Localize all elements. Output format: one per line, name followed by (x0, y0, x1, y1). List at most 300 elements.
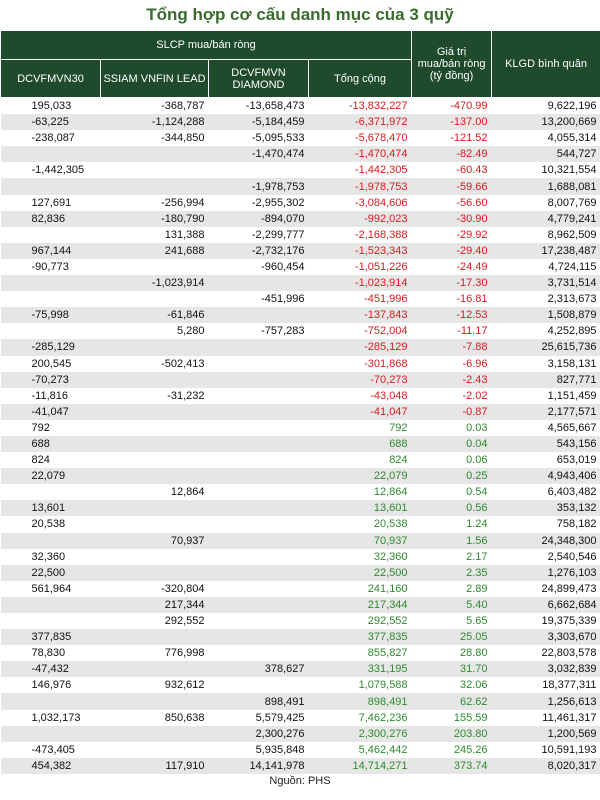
cell-dcvfmvn30: 32,360 (31, 550, 66, 563)
cell-klgd: 13,200,669 (492, 114, 600, 130)
cell-value: 5.65 (466, 615, 488, 628)
cell-klgd: 2,313,673 (547, 293, 597, 306)
table-row (1, 549, 600, 565)
cell-dcvfmvn-diamond: -2,732,176 (209, 243, 309, 259)
cell-value: -470.99 (450, 100, 488, 113)
cell-total: 241,160 (367, 582, 408, 595)
cell-value: -137.00 (412, 114, 492, 130)
cell-value: 2.17 (466, 550, 488, 563)
cell-total: 2,300,276 (309, 726, 412, 742)
cell-value: 0.25 (412, 468, 492, 484)
cell-total: -301,868 (364, 357, 408, 370)
cell-dcvfmvn30: 200,545 (31, 357, 72, 370)
table-row (1, 613, 600, 629)
cell-total: -1,470,474 (309, 146, 412, 162)
cell-ssiam-vnfin-lead (101, 436, 209, 452)
cell-dcvfmvn30: 792 (31, 421, 50, 434)
cell-klgd: 4,055,314 (547, 132, 597, 145)
cell-dcvfmvn30 (1, 484, 101, 500)
table-body (1, 98, 600, 774)
cell-ssiam-vnfin-lead (101, 452, 209, 468)
cell-dcvfmvn30: 377,835 (1, 629, 101, 645)
cell-value: -59.66 (412, 178, 492, 194)
table-row (1, 323, 600, 339)
table-row (1, 420, 600, 436)
cell-value: 28.80 (460, 647, 488, 660)
cell-klgd: 8,962,509 (547, 228, 597, 241)
table-row (1, 742, 600, 758)
table-row (1, 372, 600, 388)
cell-klgd: 10,321,554 (541, 164, 597, 177)
cell-dcvfmvn-diamond: -894,070 (209, 211, 309, 227)
cell-value: -60.43 (456, 164, 488, 177)
cell-total: 898,491 (309, 693, 412, 709)
cell-dcvfmvn-diamond: -2,299,777 (251, 228, 305, 241)
cell-total: -1,523,343 (309, 243, 412, 259)
cell-ssiam-vnfin-lead (101, 742, 209, 758)
cell-value: -17.30 (412, 275, 492, 291)
cell-value: 2.35 (412, 565, 492, 581)
cell-dcvfmvn30 (1, 178, 101, 194)
cell-klgd: 8,020,317 (492, 758, 600, 774)
cell-ssiam-vnfin-lead: -31,232 (167, 389, 205, 402)
cell-klgd: 3,158,131 (547, 357, 597, 370)
header-value: Giá trị mua/bán ròng (tỷ đồng) (412, 31, 492, 98)
table-row (1, 339, 600, 355)
cell-total: -41,047 (309, 404, 412, 420)
cell-value: 373.74 (412, 758, 492, 774)
portfolio-table (0, 30, 600, 774)
cell-klgd: 653,019 (556, 454, 597, 467)
table-row (1, 645, 600, 661)
cell-dcvfmvn-diamond (209, 468, 309, 484)
cell-total: -285,129 (309, 339, 412, 355)
cell-klgd: 1,276,103 (492, 565, 600, 581)
cell-klgd: 24,348,300 (492, 533, 600, 549)
cell-total: -1,051,226 (354, 260, 408, 273)
cell-ssiam-vnfin-lead (101, 162, 209, 178)
cell-value: 0.03 (466, 421, 488, 434)
cell-dcvfmvn-diamond: -960,454 (261, 260, 305, 273)
cell-klgd: 3,303,670 (492, 629, 600, 645)
cell-dcvfmvn30: 13,601 (1, 500, 101, 516)
header-ssiam-vnfin-lead: SSIAM VNFIN LEAD (101, 60, 209, 98)
cell-total: -1,978,753 (309, 178, 412, 194)
table-row (1, 581, 600, 597)
table-row (1, 404, 600, 420)
cell-dcvfmvn-diamond (209, 484, 309, 500)
header-dcvfmvn-diamond: DCVFMVN DIAMOND (209, 60, 309, 98)
cell-klgd: 4,252,895 (547, 325, 597, 338)
cell-dcvfmvn30: 688 (1, 436, 101, 452)
cell-value: -121.52 (450, 132, 488, 145)
cell-total: 292,552 (367, 615, 408, 628)
cell-value: 2.89 (466, 582, 488, 595)
cell-ssiam-vnfin-lead: 241,688 (101, 243, 209, 259)
cell-dcvfmvn30: -473,405 (31, 743, 75, 756)
cell-dcvfmvn-diamond: 14,141,978 (209, 758, 309, 774)
table-row (1, 710, 600, 726)
cell-dcvfmvn-diamond: -1,978,753 (209, 178, 309, 194)
table-row (1, 356, 600, 372)
table-row (1, 677, 600, 693)
cell-dcvfmvn30 (1, 533, 101, 549)
table-row (1, 661, 600, 677)
cell-dcvfmvn-diamond: 898,491 (209, 693, 309, 709)
table-row (1, 243, 600, 259)
cell-klgd: 353,132 (492, 500, 600, 516)
cell-dcvfmvn30: -238,087 (31, 132, 75, 145)
cell-dcvfmvn-diamond (209, 452, 309, 468)
cell-dcvfmvn-diamond (209, 275, 309, 291)
table-row (1, 597, 600, 613)
header-klgd: KLGD bình quân (492, 31, 600, 98)
cell-value: -56.60 (456, 196, 488, 209)
cell-dcvfmvn30: 82,836 (1, 211, 101, 227)
cell-ssiam-vnfin-lead: -502,413 (161, 357, 205, 370)
cell-total: 377,835 (309, 629, 412, 645)
cell-total: 14,714,271 (309, 758, 412, 774)
header-dcvfmvn30: DCVFMVN30 (1, 60, 101, 98)
cell-total: 331,195 (309, 661, 412, 677)
cell-ssiam-vnfin-lead: 932,612 (164, 679, 205, 692)
table-row (1, 130, 600, 146)
cell-dcvfmvn-diamond: -5,184,459 (209, 114, 309, 130)
cell-dcvfmvn-diamond (209, 613, 309, 629)
cell-dcvfmvn-diamond (209, 597, 309, 613)
cell-dcvfmvn-diamond (209, 565, 309, 581)
cell-ssiam-vnfin-lead (101, 372, 209, 388)
cell-klgd: 9,622,196 (547, 100, 597, 113)
cell-total: -752,004 (364, 325, 408, 338)
table-row (1, 500, 600, 516)
cell-klgd: 3,731,514 (492, 275, 600, 291)
cell-dcvfmvn30: -63,225 (1, 114, 101, 130)
cell-ssiam-vnfin-lead: 850,638 (164, 711, 205, 724)
cell-ssiam-vnfin-lead: -61,846 (101, 307, 209, 323)
cell-dcvfmvn30 (1, 323, 101, 339)
cell-ssiam-vnfin-lead (101, 259, 209, 275)
cell-dcvfmvn-diamond: 2,300,276 (209, 726, 309, 742)
cell-total: 12,864 (373, 486, 408, 499)
cell-klgd: 1,151,459 (547, 389, 597, 402)
cell-ssiam-vnfin-lead: 70,937 (101, 533, 209, 549)
table-row (1, 452, 600, 468)
cell-ssiam-vnfin-lead (101, 291, 209, 307)
cell-dcvfmvn30 (1, 613, 101, 629)
cell-value: 0.04 (412, 436, 492, 452)
cell-klgd: 4,565,667 (547, 421, 597, 434)
cell-dcvfmvn-diamond: -13,658,473 (245, 100, 305, 113)
cell-value: -6.96 (462, 357, 488, 370)
cell-dcvfmvn30 (1, 597, 101, 613)
cell-dcvfmvn30: 454,382 (1, 758, 101, 774)
table-row (1, 565, 600, 581)
table-row (1, 114, 600, 130)
cell-dcvfmvn30: 967,144 (1, 243, 101, 259)
table-row (1, 291, 600, 307)
cell-total: -1,023,914 (309, 275, 412, 291)
cell-dcvfmvn-diamond (209, 533, 309, 549)
cell-value: 32.06 (460, 679, 488, 692)
table-row (1, 211, 600, 227)
cell-dcvfmvn30: -47,432 (1, 661, 101, 677)
cell-klgd: 4,724,115 (548, 260, 597, 273)
cell-klgd: 6,662,684 (492, 597, 600, 613)
cell-klgd: 3,032,839 (492, 661, 600, 677)
cell-ssiam-vnfin-lead: 131,388 (164, 228, 205, 241)
table-row (1, 195, 600, 211)
cell-dcvfmvn30 (1, 693, 101, 709)
table-row (1, 388, 600, 404)
cell-dcvfmvn-diamond (209, 356, 309, 372)
cell-dcvfmvn30 (1, 291, 101, 307)
cell-value: -29.92 (456, 228, 488, 241)
cell-ssiam-vnfin-lead (101, 726, 209, 742)
cell-ssiam-vnfin-lead (101, 339, 209, 355)
cell-total: 20,538 (373, 518, 408, 531)
table-row (1, 484, 600, 500)
cell-klgd: 543,156 (492, 436, 600, 452)
cell-value: 31.70 (412, 661, 492, 677)
cell-ssiam-vnfin-lead (101, 661, 209, 677)
cell-ssiam-vnfin-lead: 5,280 (176, 325, 205, 338)
cell-value: -7.88 (412, 339, 492, 355)
cell-klgd: 758,182 (556, 518, 597, 531)
table-row (1, 533, 600, 549)
cell-ssiam-vnfin-lead: -320,804 (161, 582, 205, 595)
table-row (1, 758, 600, 774)
table-row (1, 98, 600, 115)
cell-value: -16.81 (456, 293, 488, 306)
cell-klgd: 1,688,081 (492, 178, 600, 194)
cell-klgd: 544,727 (492, 146, 600, 162)
cell-total: 32,360 (373, 550, 408, 563)
cell-dcvfmvn30: 22,079 (1, 468, 101, 484)
cell-klgd: 25,615,736 (492, 339, 600, 355)
cell-total: 7,462,236 (358, 711, 408, 724)
table-row (1, 259, 600, 275)
cell-total: 1,079,588 (358, 679, 408, 692)
cell-dcvfmvn30 (1, 726, 101, 742)
cell-klgd: 11,461,317 (542, 711, 597, 724)
cell-value: -11.17 (457, 325, 488, 338)
cell-value: -0.87 (412, 404, 492, 420)
header-total: Tổng cộng (309, 60, 412, 98)
cell-total: 13,601 (309, 500, 412, 516)
cell-total: -451,996 (364, 293, 408, 306)
cell-dcvfmvn30: 824 (31, 454, 50, 467)
table-row (1, 178, 600, 194)
cell-dcvfmvn-diamond (209, 436, 309, 452)
cell-ssiam-vnfin-lead (101, 629, 209, 645)
cell-dcvfmvn-diamond (209, 581, 309, 597)
cell-dcvfmvn-diamond (209, 404, 309, 420)
cell-total: -2,168,388 (354, 228, 408, 241)
cell-total: -5,678,470 (354, 132, 408, 145)
cell-value: 245.26 (453, 743, 488, 756)
cell-dcvfmvn-diamond (209, 339, 309, 355)
cell-value: -82.49 (412, 146, 492, 162)
table-row (1, 146, 600, 162)
cell-dcvfmvn30: 146,976 (31, 679, 72, 692)
table-row (1, 629, 600, 645)
cell-klgd: 6,403,482 (547, 486, 597, 499)
page-title: Tổng hợp cơ cấu danh mục của 3 quỹ (146, 5, 454, 24)
cell-klgd: 19,375,339 (541, 615, 597, 628)
table-row (1, 726, 600, 742)
cell-klgd: 10,591,193 (541, 743, 597, 756)
cell-ssiam-vnfin-lead (101, 500, 209, 516)
cell-dcvfmvn-diamond (209, 162, 309, 178)
cell-ssiam-vnfin-lead: -368,787 (161, 100, 205, 113)
cell-total: 22,079 (309, 468, 412, 484)
cell-dcvfmvn30: -70,273 (1, 372, 101, 388)
cell-total: -3,084,606 (354, 196, 408, 209)
cell-ssiam-vnfin-lead (101, 468, 209, 484)
table-row (1, 162, 600, 178)
cell-dcvfmvn-diamond: -451,996 (261, 293, 305, 306)
cell-total: 855,827 (367, 647, 408, 660)
cell-dcvfmvn-diamond (209, 307, 309, 323)
cell-dcvfmvn-diamond (209, 629, 309, 645)
cell-total: 217,344 (309, 597, 412, 613)
cell-klgd: 17,238,487 (492, 243, 600, 259)
cell-total: 70,937 (309, 533, 412, 549)
cell-value: 1.24 (466, 518, 488, 531)
cell-dcvfmvn-diamond (209, 645, 309, 661)
source-note: Nguồn: PHS (269, 774, 331, 787)
cell-value: 62.62 (412, 693, 492, 709)
cell-klgd: 1,256,613 (492, 693, 600, 709)
table-row (1, 436, 600, 452)
cell-dcvfmvn30: -1,442,305 (31, 164, 85, 177)
cell-total: -70,273 (309, 372, 412, 388)
cell-ssiam-vnfin-lead (101, 146, 209, 162)
table-row (1, 275, 600, 291)
cell-ssiam-vnfin-lead (101, 178, 209, 194)
cell-ssiam-vnfin-lead: -1,124,288 (101, 114, 209, 130)
cell-total: 824 (389, 454, 408, 467)
cell-dcvfmvn30 (1, 146, 101, 162)
cell-klgd: 18,377,311 (542, 679, 597, 692)
cell-klgd: 827,771 (492, 372, 600, 388)
cell-dcvfmvn30: -285,129 (1, 339, 101, 355)
cell-total: -6,371,972 (309, 114, 412, 130)
table-row (1, 468, 600, 484)
cell-dcvfmvn-diamond: 5,935,848 (255, 743, 305, 756)
cell-ssiam-vnfin-lead: 776,998 (164, 647, 205, 660)
cell-value: -2.02 (462, 389, 488, 402)
cell-dcvfmvn30 (1, 227, 101, 243)
table-row (1, 227, 600, 243)
cell-value: -24.49 (456, 260, 488, 273)
cell-dcvfmvn-diamond (209, 388, 309, 404)
cell-ssiam-vnfin-lead: 117,910 (101, 758, 209, 774)
cell-dcvfmvn30: 195,033 (31, 100, 72, 113)
cell-dcvfmvn-diamond: 5,579,425 (255, 711, 305, 724)
cell-dcvfmvn-diamond: -1,470,474 (209, 146, 309, 162)
table-row (1, 516, 600, 532)
cell-value: 155.59 (453, 711, 488, 724)
cell-dcvfmvn-diamond (209, 372, 309, 388)
cell-dcvfmvn-diamond: -5,095,533 (251, 132, 305, 145)
cell-total: -1,442,305 (354, 164, 408, 177)
cell-total: -43,048 (370, 389, 408, 402)
cell-dcvfmvn30: -41,047 (1, 404, 101, 420)
cell-dcvfmvn30: 1,032,173 (31, 711, 81, 724)
cell-dcvfmvn30: 22,500 (1, 565, 101, 581)
cell-ssiam-vnfin-lead: -180,790 (101, 211, 209, 227)
cell-ssiam-vnfin-lead: -256,994 (161, 196, 205, 209)
table-row (1, 307, 600, 323)
cell-dcvfmvn-diamond: 378,627 (209, 661, 309, 677)
cell-dcvfmvn-diamond: -2,955,302 (251, 196, 305, 209)
cell-ssiam-vnfin-lead: -1,023,914 (101, 275, 209, 291)
cell-ssiam-vnfin-lead (101, 549, 209, 565)
table-row (1, 693, 600, 709)
cell-ssiam-vnfin-lead (101, 420, 209, 436)
cell-ssiam-vnfin-lead (101, 565, 209, 581)
cell-dcvfmvn-diamond (209, 549, 309, 565)
cell-klgd: 24,899,473 (541, 582, 597, 595)
cell-total: -137,843 (309, 307, 412, 323)
cell-dcvfmvn30: -11,816 (31, 389, 68, 402)
cell-dcvfmvn30: 127,691 (31, 196, 72, 209)
cell-total: -13,832,227 (348, 100, 408, 113)
cell-dcvfmvn-diamond (209, 420, 309, 436)
cell-klgd: 8,007,769 (547, 196, 597, 209)
cell-dcvfmvn-diamond (209, 516, 309, 532)
cell-dcvfmvn30: 20,538 (31, 518, 66, 531)
cell-value: -12.53 (412, 307, 492, 323)
cell-dcvfmvn30 (1, 275, 101, 291)
cell-value: 1.56 (412, 533, 492, 549)
cell-klgd: 4,943,406 (492, 468, 600, 484)
cell-total: 792 (389, 421, 408, 434)
cell-value: 203.80 (412, 726, 492, 742)
cell-klgd: 4,779,241 (492, 211, 600, 227)
cell-klgd: 2,177,571 (492, 404, 600, 420)
cell-value: -29.40 (412, 243, 492, 259)
header-slcp-group: SLCP mua/bán ròng (1, 31, 412, 60)
cell-total: 688 (309, 436, 412, 452)
cell-dcvfmvn-diamond (209, 500, 309, 516)
cell-dcvfmvn-diamond: -757,283 (261, 325, 305, 338)
cell-dcvfmvn30: 561,964 (31, 582, 72, 595)
cell-ssiam-vnfin-lead (101, 693, 209, 709)
cell-value: 5.40 (412, 597, 492, 613)
cell-klgd: 1,200,569 (492, 726, 600, 742)
cell-klgd: 1,508,879 (492, 307, 600, 323)
cell-klgd: 2,540,546 (547, 550, 597, 563)
cell-dcvfmvn-diamond (209, 677, 309, 693)
cell-value: -2.43 (412, 372, 492, 388)
cell-ssiam-vnfin-lead (101, 404, 209, 420)
cell-total: 5,462,442 (358, 743, 408, 756)
cell-klgd: 22,803,578 (541, 647, 597, 660)
cell-value: 0.54 (466, 486, 488, 499)
cell-dcvfmvn30: 78,830 (31, 647, 66, 660)
cell-value: 0.06 (466, 454, 488, 467)
cell-value: -30.90 (412, 211, 492, 227)
cell-ssiam-vnfin-lead: -344,850 (161, 132, 205, 145)
cell-value: 0.56 (412, 500, 492, 516)
cell-dcvfmvn30: -75,998 (1, 307, 101, 323)
cell-ssiam-vnfin-lead: 12,864 (170, 486, 205, 499)
cell-ssiam-vnfin-lead: 217,344 (101, 597, 209, 613)
cell-value: 25.05 (412, 629, 492, 645)
